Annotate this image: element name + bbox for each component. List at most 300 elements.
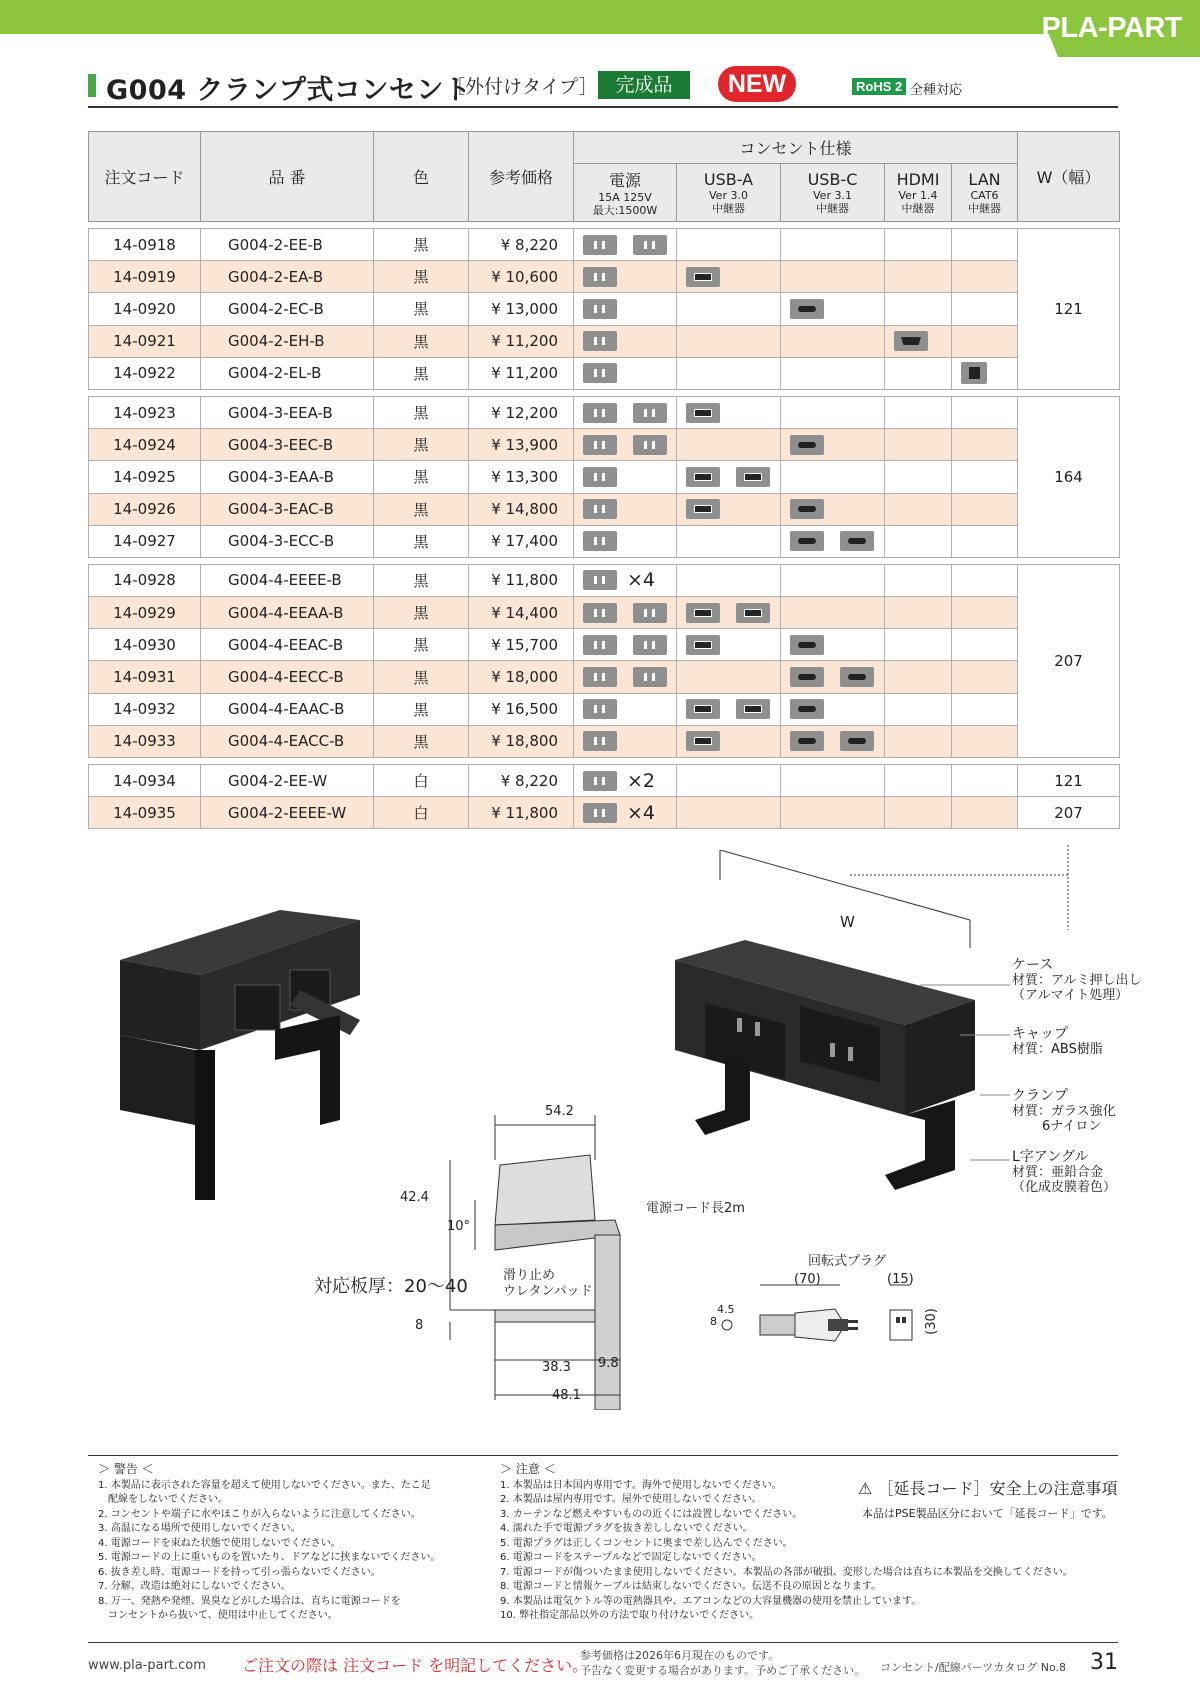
color-cell: 黒 xyxy=(374,293,469,325)
cautions-item: 8. 電源コードと情報ケーブルは結束しないでください。伝送不良の原因となります。 xyxy=(500,1581,882,1592)
spec-cell-lan xyxy=(952,597,1018,629)
spec-cell-power xyxy=(574,525,677,557)
color-cell: 黒 xyxy=(374,429,469,461)
spec-cell-usba xyxy=(677,429,781,461)
spec-cell-power xyxy=(574,325,677,357)
spec-cell-power xyxy=(574,261,677,293)
spec-cell-power xyxy=(574,797,677,829)
cautions-item: 1. 本製品は日本国内専用です。海外で使用しないでください。 xyxy=(500,1479,782,1491)
w-dimension-connector xyxy=(1066,845,1070,930)
part-label-clamp: クランプ 材質：ガラス強化 6ナイロン xyxy=(1012,1088,1116,1134)
spec-cell-usbc xyxy=(781,629,885,661)
footer-price-note: 参考価格は2026年6月現在のものです。 予告なく変更する場合があります。予めご了承ください。 xyxy=(580,1649,866,1677)
spec-cell-lan xyxy=(952,797,1018,829)
warnings-item: 1. 本製品に表示された容量を超えて使用しないでください。また、たこ足 xyxy=(98,1479,431,1491)
color-cell: 白 xyxy=(374,765,469,797)
spec-cell-usbc xyxy=(781,693,885,725)
header-price: 参考価格 xyxy=(469,132,574,222)
spec-cell-power xyxy=(574,629,677,661)
part-leader-lines xyxy=(920,960,1015,1190)
usba-icon xyxy=(686,499,720,519)
plug-title: 回転式プラグ xyxy=(808,1254,887,1269)
table-row xyxy=(89,693,1120,725)
spec-cell-hdmi xyxy=(885,357,952,389)
table-row xyxy=(89,629,1120,661)
lan-icon xyxy=(961,362,987,384)
part-no-cell: G004-4-EAAC-B xyxy=(201,693,374,725)
color-cell: 黒 xyxy=(374,693,469,725)
usbc-icon xyxy=(790,635,824,655)
color-cell: 黒 xyxy=(374,461,469,493)
outlet-icon xyxy=(583,403,617,423)
notes-rule xyxy=(88,1455,1118,1456)
price-cell: ¥ 14,800 xyxy=(469,493,574,525)
header-spec-group: コンセント仕様 xyxy=(574,132,1018,164)
dim-bottom: 8 xyxy=(415,1318,424,1333)
spec-cell-usba xyxy=(677,261,781,293)
usba-icon xyxy=(686,403,720,423)
title-rule xyxy=(88,106,1118,108)
outlet-icon xyxy=(583,603,617,623)
plug-dim-3: (30) xyxy=(923,1308,939,1335)
part-no-cell: G004-2-EH-B xyxy=(201,325,374,357)
part-no-cell: G004-2-EEEE-W xyxy=(201,797,374,829)
color-cell: 黒 xyxy=(374,629,469,661)
part-no-cell: G004-4-EECC-B xyxy=(201,661,374,693)
spec-cell-power xyxy=(574,396,677,428)
part-no-cell: G004-2-EA-B xyxy=(201,261,374,293)
usba-icon xyxy=(686,603,720,623)
spec-cell-usbc xyxy=(781,325,885,357)
spec-cell-lan xyxy=(952,261,1018,293)
outlet-icon xyxy=(633,403,667,423)
spec-cell-lan xyxy=(952,229,1018,261)
spec-cell-power xyxy=(574,661,677,693)
spec-cell-lan xyxy=(952,661,1018,693)
part-label-cap: キャップ 材質：ABS樹脂 xyxy=(1012,1026,1103,1057)
spec-cell-lan xyxy=(952,461,1018,493)
price-cell: ¥ 11,200 xyxy=(469,325,574,357)
plug-dim-2: (15) xyxy=(887,1272,914,1287)
header-order-code: 注文コード xyxy=(89,132,201,222)
table-row xyxy=(89,429,1120,461)
spec-cell-hdmi xyxy=(885,797,952,829)
spec-cell-usbc xyxy=(781,261,885,293)
spec-cell-usba xyxy=(677,325,781,357)
table-row xyxy=(89,597,1120,629)
usbc-icon xyxy=(840,731,874,751)
width-cell: 164 xyxy=(1018,396,1120,557)
price-cell: ¥ 11,800 xyxy=(469,564,574,596)
part-no-cell: G004-2-EE-W xyxy=(201,765,374,797)
order-code-cell: 14-0933 xyxy=(89,725,201,757)
table-row xyxy=(89,525,1120,557)
cautions-item: 2. 本製品は屋内専用です。屋外で使用しないでください。 xyxy=(500,1494,762,1505)
outlet-icon xyxy=(583,499,617,519)
spec-cell-power xyxy=(574,597,677,629)
cautions-item: 4. 濡れた手で電源プラグを抜き差ししないでください。 xyxy=(500,1523,753,1534)
usbc-icon xyxy=(790,531,824,551)
outlet-icon xyxy=(583,731,617,751)
spec-cell-power xyxy=(574,725,677,757)
cautions-item: 10. 弊社指定部品以外の方法で取り付けないでください。 xyxy=(500,1610,760,1621)
spec-cell-hdmi xyxy=(885,493,952,525)
order-code-cell: 14-0929 xyxy=(89,597,201,629)
cord-length: 電源コード長2m xyxy=(646,1201,745,1216)
spec-cell-lan xyxy=(952,429,1018,461)
multiplier: ×4 xyxy=(627,569,656,592)
table-row xyxy=(89,293,1120,325)
spec-cell-lan xyxy=(952,325,1018,357)
spec-cell-usba xyxy=(677,661,781,693)
spec-cell-usba xyxy=(677,797,781,829)
warnings-item: 2. コンセントや端子に水やほこりが入らないように注意してください。 xyxy=(98,1508,421,1520)
spec-cell-usba xyxy=(677,693,781,725)
rohs-badge: RoHS 2 xyxy=(852,78,906,95)
page-subtitle: ［外付けタイプ］ xyxy=(446,76,598,98)
usba-icon xyxy=(736,467,770,487)
color-cell: 黒 xyxy=(374,597,469,629)
spec-cell-lan xyxy=(952,357,1018,389)
warnings-item: 6. 抜き差し時、電源コードを持って引っ張らないでください。 xyxy=(98,1566,381,1578)
price-cell: ¥ 12,200 xyxy=(469,396,574,428)
usbc-icon xyxy=(840,531,874,551)
w-dimension-label: W xyxy=(840,913,855,931)
pad-label: 滑り止め ウレタンパッド xyxy=(503,1268,593,1299)
spec-cell-usbc xyxy=(781,661,885,693)
finished-product-badge: 完成品 xyxy=(598,71,690,99)
plug-dim-1: (70) xyxy=(794,1272,821,1287)
price-cell: ¥ 18,000 xyxy=(469,661,574,693)
order-code-cell: 14-0921 xyxy=(89,325,201,357)
spec-cell-usbc xyxy=(781,396,885,428)
part-no-cell: G004-2-EC-B xyxy=(201,293,374,325)
spec-cell-hdmi xyxy=(885,661,952,693)
usbc-icon xyxy=(790,699,824,719)
spec-cell-usbc xyxy=(781,597,885,629)
spec-cell-usbc xyxy=(781,293,885,325)
spec-cell-usba xyxy=(677,293,781,325)
multiplier: ×4 xyxy=(627,801,656,824)
part-no-cell: G004-3-EAC-B xyxy=(201,493,374,525)
outlet-icon xyxy=(583,435,617,455)
spec-cell-lan xyxy=(952,765,1018,797)
outlet-icon xyxy=(633,235,667,255)
part-no-cell: G004-4-EEEE-B xyxy=(201,564,374,596)
spec-cell-usbc xyxy=(781,725,885,757)
order-code-cell: 14-0934 xyxy=(89,765,201,797)
warnings-title: ＞ 警告 ＜ xyxy=(98,1462,154,1476)
warnings-item: 4. 電源コードを束ねた状態で使用しないでください。 xyxy=(98,1537,341,1549)
color-cell: 黒 xyxy=(374,661,469,693)
footer-url[interactable]: www.pla-part.com xyxy=(88,1658,206,1673)
spec-cell-usba xyxy=(677,461,781,493)
spec-cell-power xyxy=(574,693,677,725)
spec-cell-power xyxy=(574,229,677,261)
multiplier: ×2 xyxy=(627,769,656,792)
warnings-item: 7. 分解、改造は絶対にしないでください。 xyxy=(98,1581,291,1592)
spec-cell-hdmi xyxy=(885,525,952,557)
width-cell: 121 xyxy=(1018,765,1120,797)
header-spec-lan: LAN CAT6 中継器 xyxy=(952,164,1018,222)
dim-top: 54.2 xyxy=(545,1104,574,1119)
table-row xyxy=(89,357,1120,389)
color-cell: 黒 xyxy=(374,357,469,389)
spec-cell-usbc xyxy=(781,765,885,797)
outlet-icon xyxy=(633,603,667,623)
extension-cord-title: ⚠ ［延長コード］安全上の注意事項 xyxy=(858,1479,1118,1498)
outlet-icon xyxy=(583,667,617,687)
board-thickness: 対応板厚：20～40 xyxy=(314,1276,468,1297)
order-code-cell: 14-0931 xyxy=(89,661,201,693)
order-code-cell: 14-0923 xyxy=(89,396,201,428)
spec-cell-usba xyxy=(677,525,781,557)
plug-drawing xyxy=(710,1275,940,1355)
part-no-cell: G004-3-EAA-B xyxy=(201,461,374,493)
dim-height: 42.4 xyxy=(400,1190,429,1205)
price-cell: ¥ 13,000 xyxy=(469,293,574,325)
usba-icon xyxy=(736,699,770,719)
header-spec-hdmi: HDMI Ver 1.4 中継器 xyxy=(885,164,952,222)
table-row xyxy=(89,661,1120,693)
spec-cell-hdmi xyxy=(885,396,952,428)
spec-cell-hdmi xyxy=(885,229,952,261)
price-cell: ¥ 13,300 xyxy=(469,461,574,493)
cautions-item: 3. カーテンなど燃えやすいものの近くには設置しないでください。 xyxy=(500,1508,803,1520)
outlet-icon xyxy=(583,531,617,551)
table-row xyxy=(89,396,1120,428)
spec-cell-lan xyxy=(952,525,1018,557)
color-cell: 黒 xyxy=(374,493,469,525)
table-row xyxy=(89,325,1120,357)
warnings-item: 配線をしないでください。 xyxy=(98,1494,228,1505)
hdmi-icon xyxy=(894,331,928,351)
plug-dim-4: 4.5 xyxy=(717,1303,735,1316)
spec-cell-usbc xyxy=(781,525,885,557)
table-row xyxy=(89,261,1120,293)
spec-cell-hdmi xyxy=(885,261,952,293)
color-cell: 黒 xyxy=(374,261,469,293)
table-row xyxy=(89,564,1120,596)
product-photo-rear xyxy=(100,900,400,1205)
price-cell: ¥ 15,700 xyxy=(469,629,574,661)
outlet-icon xyxy=(583,570,617,590)
warnings-block xyxy=(98,1462,478,1624)
spec-cell-power xyxy=(574,429,677,461)
price-cell: ¥ 11,200 xyxy=(469,357,574,389)
price-cell: ¥ 17,400 xyxy=(469,525,574,557)
cautions-item: 9. 本製品は電気ケトル等の電熱器具や、エアコンなどの大容量機器の使用を禁止しています。 xyxy=(500,1595,922,1607)
spec-cell-usba xyxy=(677,765,781,797)
order-code-cell: 14-0919 xyxy=(89,261,201,293)
spec-cell-usba xyxy=(677,493,781,525)
spec-cell-usba xyxy=(677,396,781,428)
header-spec-usb-c: USB-C Ver 3.1 中継器 xyxy=(781,164,885,222)
color-cell: 黒 xyxy=(374,525,469,557)
spec-cell-usbc xyxy=(781,461,885,493)
spec-cell-lan xyxy=(952,725,1018,757)
part-no-cell: G004-4-EACC-B xyxy=(201,725,374,757)
spec-cell-lan xyxy=(952,293,1018,325)
table-row xyxy=(89,493,1120,525)
part-no-cell: G004-3-EEA-B xyxy=(201,396,374,428)
order-code-cell: 14-0935 xyxy=(89,797,201,829)
part-no-cell: G004-3-EEC-B xyxy=(201,429,374,461)
rohs-note: 全種対応 xyxy=(910,83,963,98)
part-no-cell: G004-4-EEAA-B xyxy=(201,597,374,629)
usba-icon xyxy=(686,731,720,751)
table-row xyxy=(89,725,1120,757)
outlet-icon xyxy=(583,331,617,351)
brand-logo: PLA-PART xyxy=(1041,12,1182,44)
outlet-icon xyxy=(583,267,617,287)
table-row xyxy=(89,797,1120,829)
usbc-icon xyxy=(790,499,824,519)
table-row xyxy=(89,229,1120,261)
spec-cell-usbc xyxy=(781,357,885,389)
price-cell: ¥ 18,800 xyxy=(469,725,574,757)
order-code-cell: 14-0926 xyxy=(89,493,201,525)
order-code-cell: 14-0925 xyxy=(89,461,201,493)
price-cell: ¥ 14,400 xyxy=(469,597,574,629)
spec-cell-hdmi xyxy=(885,693,952,725)
spec-cell-power xyxy=(574,357,677,389)
warnings-item: 3. 高温になる場所で使用しないでください。 xyxy=(98,1523,301,1534)
spec-cell-usba xyxy=(677,229,781,261)
order-code-cell: 14-0918 xyxy=(89,229,201,261)
spec-cell-usba xyxy=(677,357,781,389)
spec-cell-power xyxy=(574,564,677,596)
color-cell: 黒 xyxy=(374,396,469,428)
price-cell: ¥ 13,900 xyxy=(469,429,574,461)
outlet-icon xyxy=(583,803,617,823)
price-cell: ¥ 11,800 xyxy=(469,797,574,829)
top-green-bar xyxy=(0,0,1200,34)
part-no-cell: G004-4-EEAC-B xyxy=(201,629,374,661)
price-cell: ¥ 10,600 xyxy=(469,261,574,293)
price-cell: ¥ 16,500 xyxy=(469,693,574,725)
spec-cell-hdmi xyxy=(885,765,952,797)
warnings-item: コンセントから抜いて、使用は中止してください。 xyxy=(98,1610,338,1621)
warnings-item: 8. 万一、発熱や発煙、異臭などがした場合は、直ちに電源コードを xyxy=(98,1595,401,1607)
spec-cell-usbc xyxy=(781,429,885,461)
spec-cell-usba xyxy=(677,597,781,629)
cautions-item: 5. 電源プラグは正しくコンセントに奥まで差し込んでください。 xyxy=(500,1537,793,1549)
spec-cell-hdmi xyxy=(885,325,952,357)
color-cell: 黒 xyxy=(374,564,469,596)
spec-cell-hdmi xyxy=(885,629,952,661)
usba-icon xyxy=(686,699,720,719)
outlet-icon xyxy=(583,363,617,383)
spec-cell-power xyxy=(574,293,677,325)
page-number: 31 xyxy=(1090,1650,1118,1675)
order-code-cell: 14-0922 xyxy=(89,357,201,389)
order-code-cell: 14-0927 xyxy=(89,525,201,557)
extension-cord-note: 本品はPSE製品区分において「延長コード」です。 xyxy=(862,1507,1113,1520)
usba-icon xyxy=(686,467,720,487)
warning-triangle-icon: ⚠ xyxy=(858,1479,873,1498)
order-code-cell: 14-0930 xyxy=(89,629,201,661)
outlet-icon xyxy=(583,699,617,719)
usba-icon xyxy=(686,635,720,655)
part-label-angle: L字アングル 材質：亜鉛合金 （化成皮膜着色） xyxy=(1012,1149,1117,1195)
outlet-icon xyxy=(583,771,617,791)
dim-depth-2: 9.8 xyxy=(598,1356,619,1371)
spec-cell-usba xyxy=(677,564,781,596)
spec-cell-power xyxy=(574,461,677,493)
order-code-cell: 14-0928 xyxy=(89,564,201,596)
outlet-icon xyxy=(633,435,667,455)
usba-icon xyxy=(686,267,720,287)
order-code-cell: 14-0932 xyxy=(89,693,201,725)
spec-cell-hdmi xyxy=(885,429,952,461)
page-title: G004 クランプ式コンセント xyxy=(106,75,472,106)
header-spec-usb-a: USB-A Ver 3.0 中継器 xyxy=(677,164,781,222)
footer-order-note: ご注文の際は 注文コード を明記してください。 xyxy=(242,1656,589,1675)
dim-angle: 10° xyxy=(447,1219,471,1234)
color-cell: 黒 xyxy=(374,725,469,757)
spec-cell-lan xyxy=(952,493,1018,525)
usbc-icon xyxy=(790,667,824,687)
spec-cell-usbc xyxy=(781,564,885,596)
order-code-cell: 14-0924 xyxy=(89,429,201,461)
part-no-cell: G004-2-EE-B xyxy=(201,229,374,261)
usbc-icon xyxy=(790,435,824,455)
width-cell: 207 xyxy=(1018,797,1120,829)
color-cell: 黒 xyxy=(374,229,469,261)
table-row xyxy=(89,461,1120,493)
dim-depth-1: 38.3 xyxy=(542,1360,571,1375)
table-row xyxy=(89,765,1120,797)
plug-dim-5: 8 xyxy=(710,1315,717,1328)
spec-cell-usba xyxy=(677,629,781,661)
new-badge: NEW xyxy=(718,66,796,102)
header-width: W（幅） xyxy=(1018,132,1120,222)
width-cell: 207 xyxy=(1018,564,1120,757)
header-spec-電源: 電源 15A 125V 最大:1500W xyxy=(574,164,677,222)
usbc-icon xyxy=(790,299,824,319)
cautions-item: 7. 電源コードが傷ついたまま使用しないでください。本製品の各部が破損、変形した場合は直ちに本製品を交換してください。 xyxy=(500,1566,1073,1578)
usba-icon xyxy=(736,603,770,623)
spec-cell-hdmi xyxy=(885,597,952,629)
price-cell: ¥ 8,220 xyxy=(469,765,574,797)
spec-cell-lan xyxy=(952,693,1018,725)
footer-catalog: コンセント/配線パーツカタログ No.8 xyxy=(880,1661,1067,1674)
warnings-item: 5. 電源コードの上に重いものを置いたり、ドアなどに挟まないでください。 xyxy=(98,1552,441,1563)
outlet-icon xyxy=(583,299,617,319)
part-no-cell: G004-2-EL-B xyxy=(201,357,374,389)
usbc-icon xyxy=(790,731,824,751)
spec-cell-hdmi xyxy=(885,725,952,757)
spec-cell-hdmi xyxy=(885,461,952,493)
title-accent xyxy=(88,74,96,97)
spec-cell-usba xyxy=(677,725,781,757)
spec-cell-hdmi xyxy=(885,293,952,325)
outlet-icon xyxy=(583,235,617,255)
cautions-item: 6. 電源コードをステープルなどで固定しないでください。 xyxy=(500,1552,762,1563)
outlet-icon xyxy=(583,467,617,487)
color-cell: 黒 xyxy=(374,325,469,357)
spec-cell-lan xyxy=(952,629,1018,661)
outlet-icon xyxy=(633,635,667,655)
usbc-icon xyxy=(840,667,874,687)
spec-cell-usbc xyxy=(781,493,885,525)
header-color: 色 xyxy=(374,132,469,222)
spec-cell-power xyxy=(574,493,677,525)
width-cell: 121 xyxy=(1018,229,1120,390)
spec-cell-power xyxy=(574,765,677,797)
header-part-no: 品 番 xyxy=(201,132,374,222)
